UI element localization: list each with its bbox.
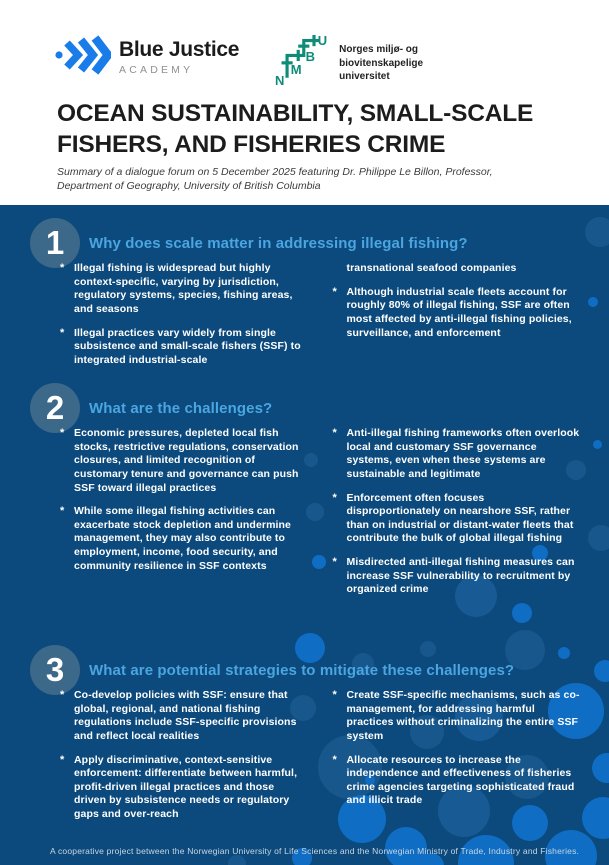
header <box>0 0 609 205</box>
section-1-number-badge <box>30 218 80 268</box>
nmbu-text-line: Norges miljø- og <box>339 44 419 56</box>
section-3-left-column <box>60 689 309 832</box>
bullet-icon: * <box>332 689 337 701</box>
list-item <box>60 262 309 317</box>
bubble-decoration <box>228 855 246 865</box>
section-1-right-column <box>333 262 582 377</box>
list-item <box>60 505 309 573</box>
list-item <box>333 492 582 547</box>
bullet-text: Enforcement often focuses disproportionately on nearshore SSF, rather than on industrial or distant-water fleets that contribute the bulk of global illegal fishing <box>346 491 574 545</box>
list-item <box>60 689 309 744</box>
section-3 <box>0 645 609 832</box>
svg-text:M: M <box>290 62 302 77</box>
bullet-icon: * <box>332 491 337 504</box>
bullet-icon: * <box>332 285 337 298</box>
section-number: 1 <box>45 224 65 261</box>
section-3-number-badge <box>30 645 80 695</box>
bullet-icon: * <box>60 753 65 766</box>
bullet-icon: * <box>60 326 65 339</box>
list-item <box>333 427 582 482</box>
section-2-right-column <box>333 427 582 607</box>
section-2-number-badge <box>30 383 80 433</box>
bullet-text: Allocate resources to increase the independence and effectiveness of fisheries crime agencies targeting sophisticated fraud and illicit trade <box>346 753 575 807</box>
svg-text:B: B <box>305 49 316 64</box>
bullet-text: transnational seafood companies <box>346 262 517 274</box>
blue-justice-name: Blue Justice <box>119 38 240 62</box>
bullet-icon: * <box>332 556 337 569</box>
page-title-line1: OCEAN SUSTAINABILITY, SMALL-SCALE <box>57 100 534 127</box>
svg-text:N: N <box>275 73 285 87</box>
nmbu-wordmark <box>339 43 423 84</box>
bullet-icon: * <box>332 753 337 766</box>
list-item <box>60 327 309 368</box>
nmbu-text-line: biovitenskapelige <box>339 57 424 69</box>
list-item <box>333 262 582 276</box>
list-item <box>60 427 309 495</box>
nmbu-logo <box>275 35 423 92</box>
bullet-icon: * <box>60 262 65 274</box>
bullet-text: Co-develop policies with SSF: ensure that global, regional, and national fishing regulations include SSF-specific provisions and reflect local realities <box>74 689 297 742</box>
page-subtitle: Summary of a dialogue forum on 5 December 2025 featuring Dr. Philippe Le Billon, Professor, Department of Geography, University of British Columbia <box>57 166 493 193</box>
section-1-left-column <box>60 262 309 377</box>
section-2 <box>0 383 609 607</box>
bullet-text: While some illegal fishing activities can exacerbate stock depletion and undermine management, they may also contribute to employment, income, food security, and community resilience in SSF contexts <box>74 505 291 572</box>
section-3-heading: What are potential strategies to mitigate these challenges? <box>89 661 515 679</box>
blue-justice-wordmark <box>119 39 239 75</box>
svg-text:U: U <box>317 35 328 49</box>
footer-credit: A cooperative project between the Norwegian University of Life Sciences and the Norwegian Ministry of Trade, Industry and Fisheries. <box>50 846 580 856</box>
blue-justice-academy-logo <box>55 33 239 82</box>
nmbu-text-line: universitet <box>339 71 390 83</box>
chevrons-logo-icon <box>55 33 111 82</box>
academy-label: ACADEMY <box>119 63 194 76</box>
bullet-text: Apply discriminative, context-sensitive enforcement: differentiate between harmful, profit-driven illegal practices and those driven by subsistence needs or regulatory gaps and over-reach <box>74 753 298 821</box>
logo-row <box>55 33 423 92</box>
list-item <box>333 286 582 341</box>
list-item <box>333 556 582 597</box>
bullet-text: Illegal practices vary widely from single subsistence and small-scale fishers (SSF) to integrated industrial-scale <box>74 326 301 366</box>
bullet-icon: * <box>60 427 65 439</box>
bullet-text: Although industrial scale fleets account for roughly 80% of illegal fishing, SSF are often most affected by anti-illegal fishing policies, surveillance, and enforcement <box>346 285 572 339</box>
bullet-icon: * <box>60 505 65 518</box>
bullet-text: Illegal fishing is widespread but highly context-specific, varying by jurisdiction, regulatory systems, species, fishing areas, and seasons <box>74 262 293 315</box>
bullet-text: Create SSF-specific mechanisms, such as co-management, for addressing harmful practices without criminalizing the entire SSF system <box>346 689 580 742</box>
nmbu-logo-icon <box>275 35 327 92</box>
list-item <box>333 689 582 744</box>
page-title <box>57 98 533 161</box>
section-1 <box>0 218 609 377</box>
bullet-text: Anti-illegal fishing frameworks often overlook local and customary SSF governance systems, even when these systems are sustainable and legitimate <box>346 427 580 480</box>
section-1-heading: Why does scale matter in addressing illegal fishing? <box>89 234 468 252</box>
page-title-line2: FISHERS, AND FISHERIES CRIME <box>57 131 446 159</box>
bullet-text: Economic pressures, depleted local fish stocks, restrictive regulations, conservation closures, and limited recognition of customary tenure and governance can push SSF toward illegal practices <box>74 427 299 494</box>
bullet-icon: * <box>332 427 337 439</box>
section-2-heading: What are the challenges? <box>89 399 273 417</box>
section-2-left-column <box>60 427 309 607</box>
content-panel <box>0 205 609 865</box>
section-3-right-column <box>333 689 582 832</box>
section-number: 2 <box>45 389 65 426</box>
section-number: 3 <box>45 651 65 688</box>
bullet-icon: * <box>60 689 65 701</box>
list-item <box>60 754 309 822</box>
list-item <box>333 754 582 809</box>
bullet-text: Misdirected anti-illegal fishing measures can increase SSF vulnerability to recruitment by organized crime <box>346 556 575 596</box>
